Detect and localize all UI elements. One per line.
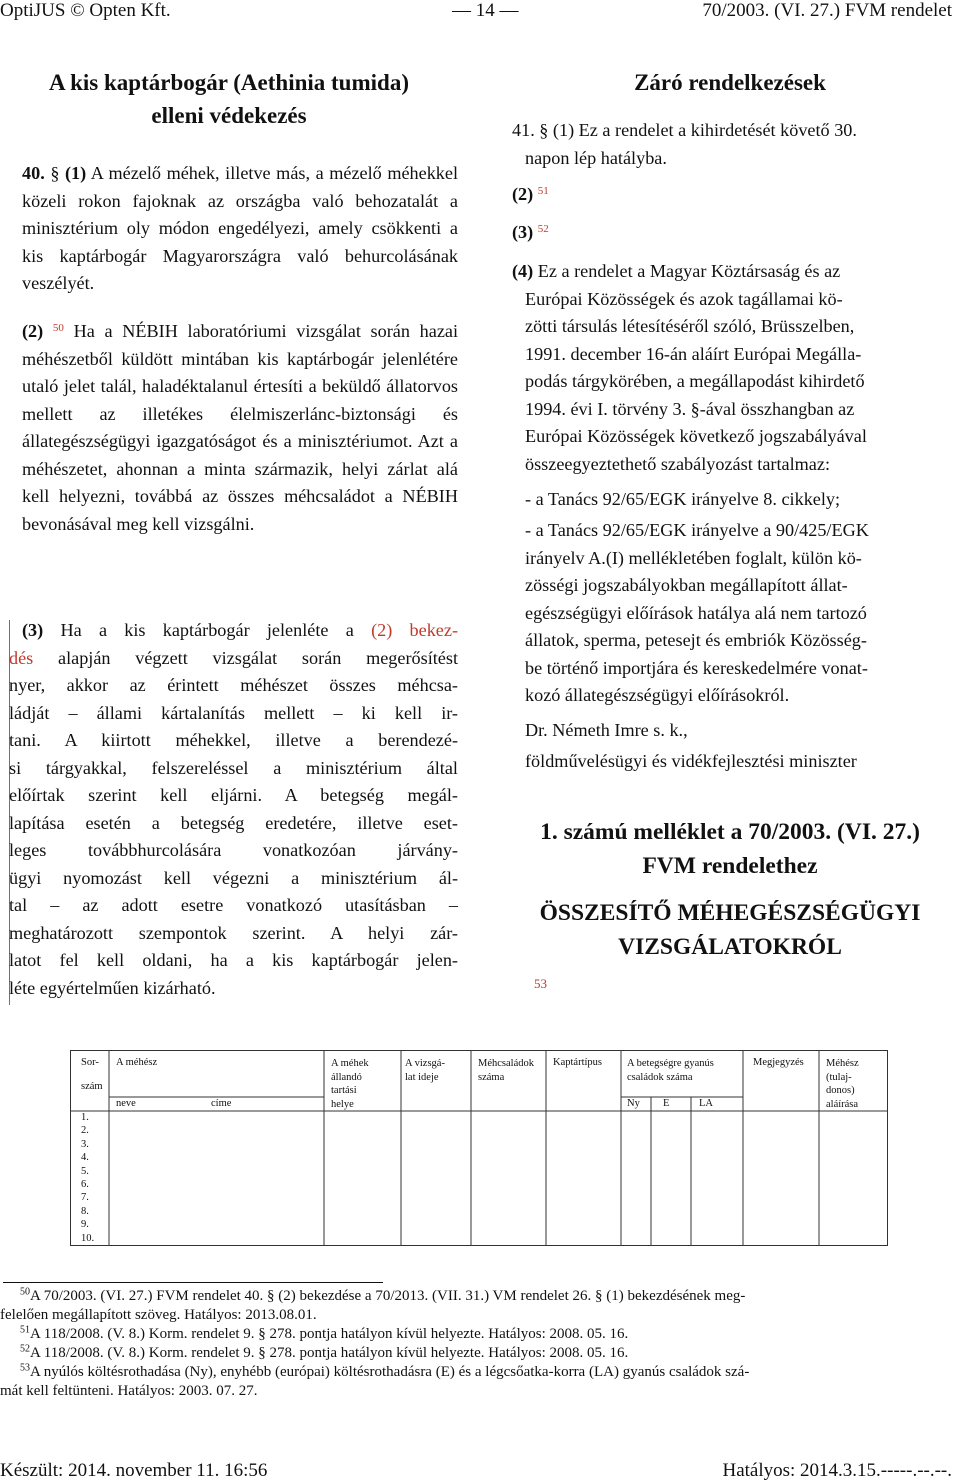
footnote-text: mát kell feltünteni. Hatályos: 2003. 07. 27. xyxy=(0,1383,258,1399)
paragraph-40-2 xyxy=(22,318,458,538)
p3-line-text: tani. A kiirtott méhekkel, illetve a berendezé- xyxy=(9,730,458,750)
table-row: 4. xyxy=(81,1152,89,1164)
annex-title xyxy=(500,815,960,883)
th-betegseg xyxy=(627,1057,714,1084)
p41-4-line: Európai Közösségek következő jogszabályával xyxy=(525,426,867,446)
footnote-number: 53 xyxy=(20,1362,30,1374)
directive-item-2-line: állatok, sperma, petesejt és embriók Közösség- xyxy=(525,630,867,650)
p3-line-text-after: alapján végzett vizsgálat során megerősítést xyxy=(33,647,458,668)
right-section-title: Záró rendelkezések xyxy=(634,70,826,95)
th-mehcsaladok xyxy=(478,1057,534,1084)
table-row: 2. xyxy=(81,1125,89,1137)
p3-cross-reference-link[interactable]: (2) bekez- xyxy=(371,620,459,640)
header-right: 70/2003. (VI. 27.) FVM rendelet xyxy=(702,0,952,21)
p3-line xyxy=(9,672,458,700)
p3-line xyxy=(9,727,458,755)
footnotes xyxy=(0,1287,958,1401)
footnote-text: A nyúlós költésrothadása (Ny), enyhébb (európai) költésrothadásra (E) és a légcsőatka-korra (LA) gyanús családok szá- xyxy=(30,1364,750,1380)
th-alairas-3: donos) xyxy=(826,1085,855,1096)
p41-4-sub: (4) xyxy=(512,261,534,281)
p41-4-line: podás tárgykörében, a megállapodást kihirdető xyxy=(525,371,865,391)
th-sorszam xyxy=(81,1057,103,1092)
footnote-52 xyxy=(0,1344,958,1363)
p40-section-sign: § xyxy=(50,163,60,183)
th-la: LA xyxy=(699,1098,713,1109)
footnote-text: A 118/2008. (V. 8.) Korm. rendelet 9. § 278. pontja hatályon kívül helyezte. Hatályos: 2008. 05. 16. xyxy=(30,1326,629,1342)
p40-number: 40. xyxy=(22,163,45,183)
footer-left: Készült: 2014. november 11. 16:56 xyxy=(0,1460,268,1481)
table-row: 8. xyxy=(81,1205,89,1217)
p41-4-line: összeegyeztethető szabályozást tartalmaz: xyxy=(525,453,830,474)
annex-subtitle-line1: ÖSSZESÍTŐ MÉHEGÉSZSÉGÜGYI xyxy=(539,900,921,926)
footnote-ref-53[interactable] xyxy=(534,976,547,992)
left-title-line2: elleni védekezés xyxy=(151,103,307,128)
th-ny: Ny xyxy=(627,1098,640,1109)
p3-line-text: meghatározott szempontok szerint. A helyi zár- xyxy=(9,922,458,943)
table-row: 3. xyxy=(81,1138,89,1150)
th-megjegyzes: Megjegyzés xyxy=(753,1057,804,1068)
th-neve: neve xyxy=(116,1098,136,1109)
directive-item-2-line: zösségi jogszabályokban megállapított állat- xyxy=(525,575,848,595)
th-vizsgalat-2: lat ideje xyxy=(405,1071,439,1083)
th-sorszam-b: szám xyxy=(81,1081,103,1092)
annex-subtitle-line2: VIZSGÁLATOKRÓL xyxy=(618,934,842,960)
p3-cross-reference-link[interactable]: dés xyxy=(9,647,34,668)
p41-4-line: zötti társulás létesítéséről szóló, Brüsszelben, xyxy=(525,316,855,336)
p3-line xyxy=(9,947,458,975)
directive-item-2 xyxy=(525,517,958,710)
th-mehcsaladok-1: Méhcsaládok xyxy=(478,1058,534,1069)
footnote-text: A 70/2003. (VI. 27.) FVM rendelet 40. § (2) bekezdése a 70/2013. (VII. 31.) VM rendelet 26. § (1) bekezdésének meg- xyxy=(30,1288,746,1304)
footer-right: Hatályos: 2014.3.15.-----.--.--. xyxy=(722,1460,952,1481)
table-row: 10. xyxy=(81,1232,95,1244)
directive-item-2-line: kozó állategészségügyi előírásokról. xyxy=(525,685,790,705)
directive-item-2-line: egészségügyi előírások hatálya alá nem tartozó xyxy=(525,602,867,623)
th-meh: A méhész xyxy=(116,1057,158,1068)
left-section-title xyxy=(0,66,458,132)
p40-sub: (1) xyxy=(64,163,87,183)
p3-line xyxy=(9,755,458,783)
p3-line-text: nyer, akkor az érintett méhészet összes méhcsa- xyxy=(9,675,458,695)
p3-line xyxy=(9,865,458,893)
p3-line-text: latot fel kell oldani, ha a kis kaptárbogár jelen- xyxy=(9,950,458,970)
paragraph-40 xyxy=(22,160,458,298)
p41-4-line: 1991. december 16-án aláírt Európai Megálla- xyxy=(525,343,862,364)
p41-4 xyxy=(512,258,958,478)
paragraph-40-3 xyxy=(9,617,459,1002)
annex-title-line1: 1. számú melléklet a 70/2003. (VI. 27.) xyxy=(540,819,920,845)
p41-3 xyxy=(512,219,549,247)
footnote-53 xyxy=(0,1363,958,1401)
th-kaptartipus: Kaptártípus xyxy=(553,1057,602,1068)
p3-line xyxy=(9,782,458,810)
annex-subtitle xyxy=(500,896,960,964)
p41-4-line1: Ez a rendelet a Magyar Köztársaság és az xyxy=(537,261,841,281)
p3-line-text: ügyi nyomozást kell végezni a minisztérium ál- xyxy=(9,867,458,888)
table-row: 6. xyxy=(81,1179,89,1191)
p3-line-text: leges továbbhurcolására vonatkozóan járvány- xyxy=(9,840,458,860)
th-alairas xyxy=(826,1057,859,1111)
footnote-number: 50 xyxy=(20,1286,30,1298)
th-e: E xyxy=(663,1098,670,1109)
header-page-number: — 14 — xyxy=(452,0,519,21)
th-betegseg-1: A betegségre gyanús xyxy=(627,1058,714,1069)
footnote-number: 51 xyxy=(20,1324,30,1336)
p40-text: A mézelő méhek, illetve más, a mézelő méhekkel közeli rokon fajoknak az országba való behozatalát a minisztérium oly módon engedélyezi, amely csökkenti a kis kaptárbogár Magyarországra való behurcolásának veszélyét. xyxy=(22,163,459,293)
p41-2-sub: (2) xyxy=(512,184,534,204)
th-allando-3: tartási xyxy=(331,1085,357,1096)
inspection-table xyxy=(70,1050,888,1246)
p41-4-line: Európai Közösségek és azok tagállamai kö- xyxy=(525,288,843,309)
p3-line-text: ládját – állami kártalanítás mellett – ki kell ir- xyxy=(9,702,458,723)
directive-item-2-line: be történő importjára és kereskedelmére vonat- xyxy=(525,657,868,678)
footnote-text: felelően megállapított szöveg. Hatályos: 2013.08.01. xyxy=(0,1307,317,1323)
th-vizsgalat xyxy=(405,1057,445,1084)
p2-text: Ha a NÉBIH laboratóriumi vizsgálat során hazai méhészetből küldött mintában kis kaptárbogár jelenlétére utaló jelet talál, haladéktalanul értesíti a beküldő állatorvos mellett az illetékes élelmiszerlánc-biztonsági és állategészségügyi igazgatóságot és a minisztériumot. Azt a méhészetet, ahonnan a minta származik, helyi zárlat alá kell helyezni, továbbá az összes méhcsaládot a NÉBIH bevonásával meg kell vizsgálni. xyxy=(22,321,459,534)
annex-title-line2: FVM rendelethez xyxy=(642,853,818,879)
footnote-ref-51[interactable]: 51 xyxy=(537,184,549,197)
th-cime: címe xyxy=(211,1098,232,1109)
table-row: 9. xyxy=(81,1219,89,1231)
p3-line xyxy=(9,892,458,920)
table-row: 5. xyxy=(81,1165,89,1177)
th-allando-1: A méhek xyxy=(331,1058,369,1069)
th-alairas-4: aláírása xyxy=(826,1098,859,1110)
p3-line-text: léte egyértelműen kizárható. xyxy=(9,977,216,998)
p41-line1: 41. § (1) Ez a rendelet a kihirdetését követő 30. xyxy=(512,120,857,140)
th-allando-4: helye xyxy=(331,1098,354,1110)
table-row: 1. xyxy=(81,1112,89,1123)
th-betegseg-2: családok száma xyxy=(627,1071,693,1083)
p3-line xyxy=(9,837,458,865)
p3-line xyxy=(9,645,458,673)
p3-line-text: előírtak szerint kell eljárni. A betegség megál- xyxy=(9,785,458,805)
directive-item-1: - a Tanács 92/65/EGK irányelve 8. cikkely; xyxy=(525,489,841,509)
p3-line xyxy=(9,975,458,1003)
p3-line xyxy=(9,920,458,948)
p3-line-text: si tárgyakkal, felszereléssel a minisztérium által xyxy=(9,757,458,778)
th-alairas-2: (tulaj- xyxy=(826,1071,852,1083)
p3-sub: (3) xyxy=(22,620,44,640)
footnote-ref-52[interactable]: 52 xyxy=(537,222,549,235)
footnote-separator xyxy=(3,1282,383,1283)
p41-line2: napon lép hatályba. xyxy=(525,147,667,168)
p2-sub: (2) xyxy=(22,321,44,341)
paragraph-41 xyxy=(512,117,958,172)
table-row: 7. xyxy=(81,1192,89,1204)
directive-item-2-line: - a Tanács 92/65/EGK irányelve a 90/425/EGK xyxy=(525,520,869,540)
th-alairas-1: Méhész xyxy=(826,1058,859,1069)
footnote-text: A 118/2008. (V. 8.) Korm. rendelet 9. § 278. pontja hatályon kívül helyezte. Hatályos: 2008. 05. 16. xyxy=(30,1345,629,1361)
p3-line xyxy=(9,810,458,838)
footnote-ref-50[interactable]: 50 xyxy=(52,321,64,334)
th-vizsgalat-1: A vizsgá- xyxy=(405,1058,445,1069)
table-row-numbers xyxy=(81,1111,94,1245)
p41-3-sub: (3) xyxy=(512,222,534,242)
left-title-line1: A kis kaptárbogár (Aethinia tumida) xyxy=(49,70,409,95)
footnote-50 xyxy=(0,1287,958,1325)
p3-line-text: lapítása esetén a betegség eredetére, illetve eset- xyxy=(9,812,458,833)
p3-line-text: tal – az adott esetre vonatkozó utasításban – xyxy=(9,895,458,915)
th-allando xyxy=(331,1057,369,1111)
p3-line xyxy=(9,700,458,728)
annex-footnote-number: 53 xyxy=(534,976,547,991)
th-mehcsaladok-2: száma xyxy=(478,1071,505,1083)
th-allando-2: állandó xyxy=(331,1071,362,1083)
minister-title: földművelésügyi és vidékfejlesztési miniszter xyxy=(525,751,857,771)
p41-4-line: 1994. évi I. törvény 3. §-ával összhangban az xyxy=(525,398,855,419)
signature: Dr. Németh Imre s. k., xyxy=(525,720,688,740)
directive-item-2-line: irányelv A.(I) mellékletében foglalt, külön kö- xyxy=(525,547,862,568)
header-left: OptiJUS © Opten Kft. xyxy=(0,0,171,21)
footnote-number: 52 xyxy=(20,1343,30,1355)
th-sorszam-a: Sor- xyxy=(81,1057,99,1068)
p3-line xyxy=(22,617,458,645)
p41-2 xyxy=(512,181,549,209)
footnote-51 xyxy=(0,1325,958,1344)
p3-line-text: Ha a kis kaptárbogár jelenléte a xyxy=(60,620,372,640)
